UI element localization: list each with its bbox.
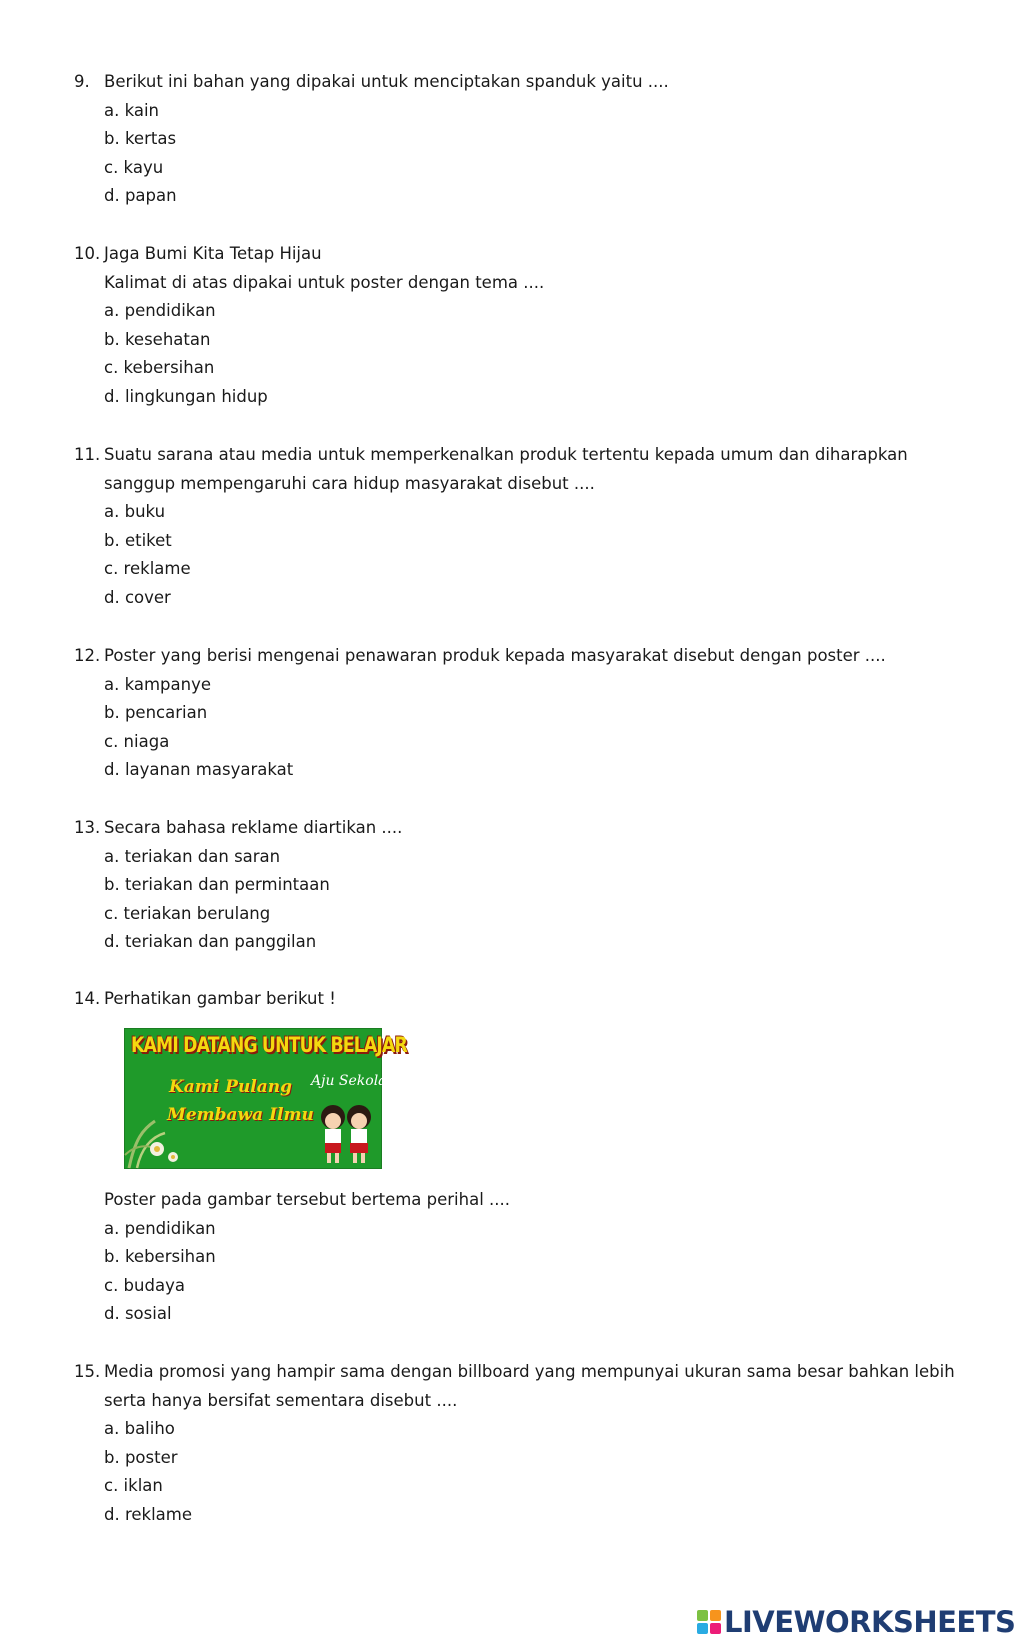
option-a[interactable]: a. pendidikan [104, 301, 216, 321]
question-stem: Poster pada gambar tersebut bertema perihal .... [104, 1190, 511, 1209]
option-d[interactable]: d. sosial [104, 1304, 172, 1324]
question-14-prompt [74, 1186, 954, 1329]
question-9 [74, 68, 954, 211]
poster-headline: KAMI DATANG UNTUK BELAJAR [131, 1033, 407, 1057]
option-c[interactable]: c. iklan [104, 1476, 163, 1496]
option-b[interactable]: b. teriakan dan permintaan [104, 875, 330, 895]
question-number: 14. [74, 989, 101, 1008]
question-number: 12. [74, 646, 101, 665]
option-d[interactable]: d. layanan masyarakat [104, 760, 294, 780]
option-d[interactable]: d. reklame [104, 1504, 193, 1524]
option-c[interactable]: c. kebersihan [104, 358, 215, 378]
question-number: 15. [74, 1362, 101, 1381]
question-14 [74, 985, 954, 1014]
question-stem: 15. Media promosi yang hampir sama dengan billboard yang mempunyai ukuran sama besar bahkan lebih [74, 1358, 954, 1387]
question-11 [74, 441, 954, 613]
question-number: 10. [74, 244, 101, 263]
option-a[interactable]: a. kain [104, 100, 160, 120]
liveworksheets-logo-icon [697, 1610, 721, 1634]
question-10 [74, 240, 954, 412]
question-15 [74, 1358, 954, 1530]
poster-line-1: Kami Pulang [169, 1077, 293, 1097]
option-d[interactable]: d. teriakan dan panggilan [104, 932, 317, 952]
option-b[interactable]: b. pencarian [104, 703, 208, 723]
option-c[interactable]: c. budaya [104, 1275, 185, 1295]
option-b[interactable]: b. kesehatan [104, 329, 211, 349]
logo-text: LIVEWORKSHEETS [724, 1605, 1015, 1639]
poster-line-2: Membawa Ilmu [167, 1105, 314, 1125]
option-b[interactable]: b. kertas [104, 129, 177, 149]
option-a[interactable]: a. kampanye [104, 674, 212, 694]
question-number: 9. [74, 72, 90, 91]
question-number: 11. [74, 445, 101, 464]
option-a[interactable]: a. buku [104, 502, 166, 522]
poster-signature: Aju Sekolah [311, 1073, 396, 1089]
question-stem-continued: serta hanya bersifat sementara disebut .... [104, 1390, 458, 1410]
option-c[interactable]: c. reklame [104, 559, 191, 579]
question-stem: 10. Jaga Bumi Kita Tetap Hijau [74, 240, 954, 269]
question-13 [74, 814, 954, 957]
option-a[interactable]: a. pendidikan [104, 1218, 216, 1238]
question-stem: 12. Poster yang berisi mengenai penawaran produk kepada masyarakat disebut dengan poster .... [74, 642, 954, 671]
option-d[interactable]: d. lingkungan hidup [104, 386, 268, 406]
option-d[interactable]: d. papan [104, 186, 177, 206]
option-a[interactable]: a. baliho [104, 1419, 175, 1439]
option-c[interactable]: c. kayu [104, 157, 164, 177]
option-c[interactable]: c. niaga [104, 731, 170, 751]
option-b[interactable]: b. kebersihan [104, 1247, 216, 1267]
question-stem: 9. Berikut ini bahan yang dipakai untuk menciptakan spanduk yaitu .... [74, 68, 954, 97]
question-stem: 11. Suatu sarana atau media untuk memperkenalkan produk tertentu kepada umum dan diharapkan [74, 441, 954, 470]
option-c[interactable]: c. teriakan berulang [104, 903, 271, 923]
option-b[interactable]: b. etiket [104, 530, 172, 550]
option-d[interactable]: d. cover [104, 587, 171, 607]
question-number: 13. [74, 818, 101, 837]
poster-image [124, 1028, 407, 1169]
option-a[interactable]: a. teriakan dan saran [104, 846, 281, 866]
question-stem-continued: sanggup mempengaruhi cara hidup masyarakat disebut .... [104, 473, 595, 493]
question-stem: 14. Perhatikan gambar berikut ! [74, 985, 954, 1014]
question-12 [74, 642, 954, 785]
option-b[interactable]: b. poster [104, 1447, 178, 1467]
question-stem-continued: Kalimat di atas dipakai untuk poster dengan tema .... [104, 272, 545, 292]
question-stem: 13. Secara bahasa reklame diartikan .... [74, 814, 954, 843]
liveworksheets-logo[interactable] [697, 1606, 1015, 1638]
